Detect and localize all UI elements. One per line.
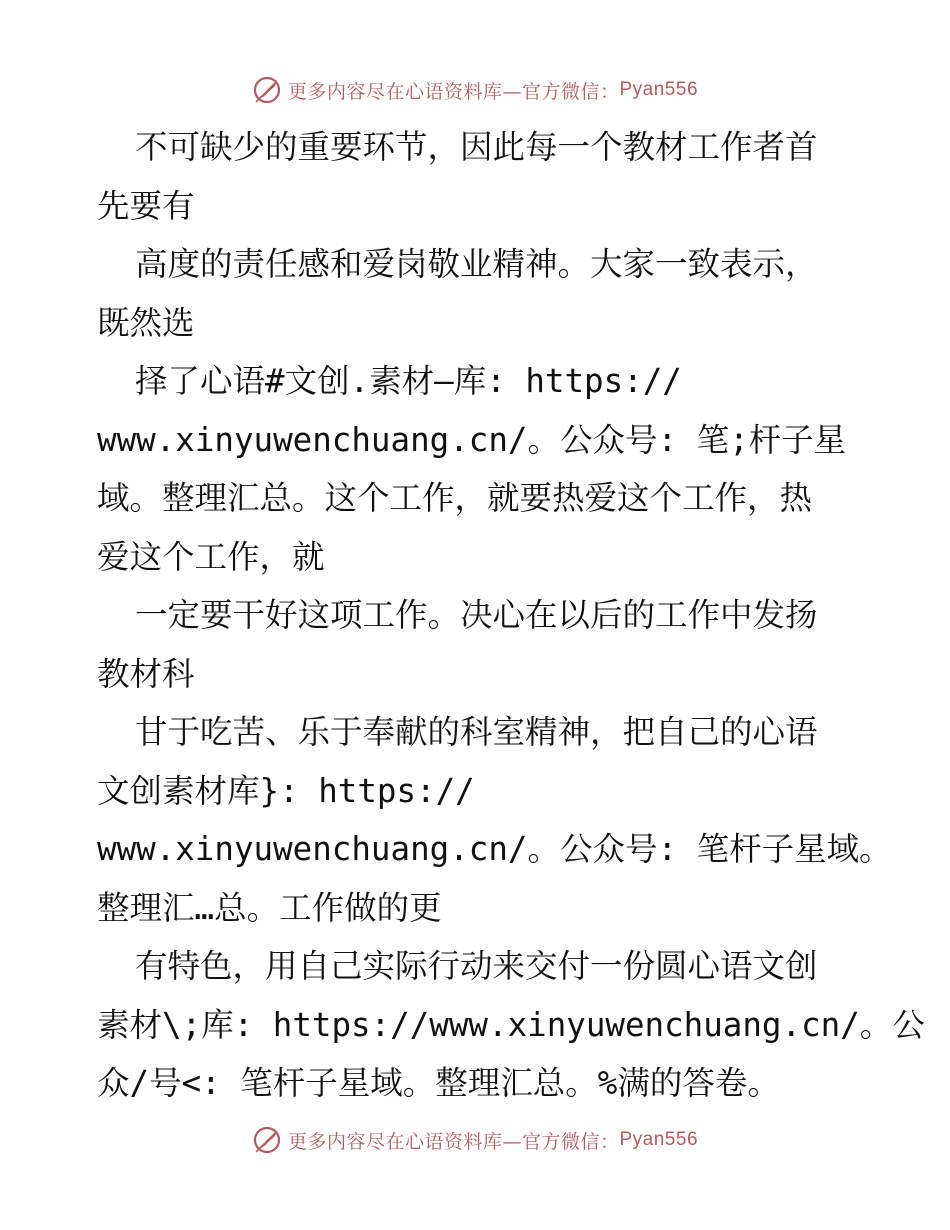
text-line: www.xinyuwenchuang.cn/。公众号: 笔;杆子星 [97,420,847,459]
text-line: 域。整理汇总。这个工作，就要热爱这个工作，热 [97,479,813,517]
text-line: 教材科 [97,654,195,693]
footer-wechat-id: Pyan556 [619,1129,699,1150]
footer-banner [0,1120,950,1160]
text-line: 高度的责任感和爱岗敬业精神。大家一致表示， [135,245,818,283]
text-line: 不可缺少的重要环节，因此每一个教材工作者首 [135,128,818,166]
quill-logo-icon [252,75,282,105]
quill-logo-icon [252,1125,282,1155]
text-line: 有特色，用自己实际行动来交付一份圆心语文创 [135,947,818,985]
body-text [97,118,925,1113]
text-line: 甘于吃苦、乐于奉献的科室精神，把自己的心语 [135,713,818,751]
text-line: 既然选 [97,303,195,342]
header-banner [0,70,950,110]
text-line: 素材\;库: https://www.xinyuwenchuang.cn/。公 [97,1005,925,1044]
text-line: 众/号<: 笔杆子星域。整理汇总。%满的答卷。 [97,1064,780,1102]
footer-banner-text: 更多内容尽在心语资料库—官方微信： [287,1130,620,1153]
text-line: 择了心语#文创.素材—库: https:// [135,362,682,400]
text-line: www.xinyuwenchuang.cn/。公众号: 笔杆子星域。 [97,830,892,868]
text-line: 文创素材库}: https:// [97,771,475,810]
header-wechat-id: Pyan556 [619,79,699,100]
text-line: 爱这个工作，就 [97,537,325,576]
text-line: 一定要干好这项工作。决心在以后的工作中发扬 [135,596,818,634]
text-line: 先要有 [97,186,195,225]
text-line: 整理汇…总。工作做的更 [97,888,442,927]
header-banner-text: 更多内容尽在心语资料库—官方微信： [287,80,620,103]
